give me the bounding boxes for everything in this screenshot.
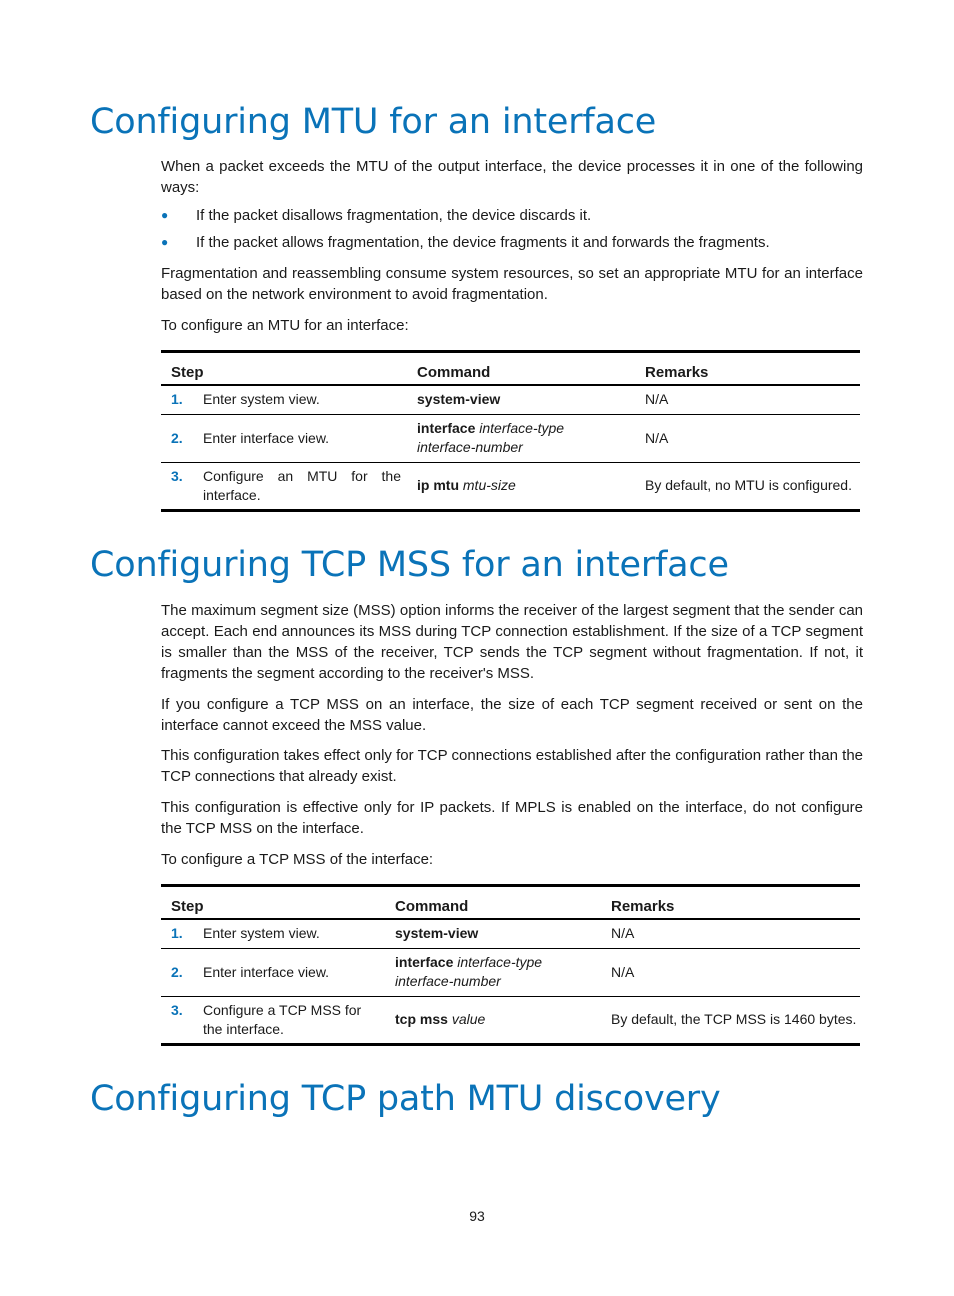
- column-header-remarks: Remarks: [635, 352, 860, 386]
- paragraph: The maximum segment size (MSS) option informs the receiver of the largest segment that the sender can accept. Each end announces its MSS during TCP connection establishment. If the size of a TCP segment is smaller than the MSS of the receiver, TCP sends the TCP segment without fragmentation. If not, it fragments the segment according to the receiver's MSS.: [161, 602, 863, 682]
- command-cell: interface interface-type interface-number: [407, 414, 635, 462]
- table-row: [161, 948, 860, 996]
- command-cell: system-view: [407, 385, 635, 414]
- remarks-cell: N/A: [635, 414, 860, 462]
- column-header-remarks: Remarks: [601, 886, 860, 920]
- paragraph: If you configure a TCP MSS on an interface, the size of each TCP segment received or sent on the interface cannot exceed the MSS value.: [161, 696, 863, 734]
- column-header-command: Command: [407, 352, 635, 386]
- column-header-command: Command: [385, 886, 601, 920]
- column-header-step: Step: [161, 886, 385, 920]
- step-number: 2.: [171, 963, 183, 980]
- paragraph: This configuration is effective only for IP packets. If MPLS is enabled on the interface, do not configure the TCP MSS on the interface.: [161, 799, 863, 837]
- table-row: [161, 462, 860, 510]
- page-number: 93: [469, 1208, 485, 1224]
- remarks-cell: N/A: [601, 948, 860, 996]
- table-row: [161, 385, 860, 414]
- paragraph: Fragmentation and reassembling consume system resources, so set an appropriate MTU for an interface based on the network environment to avoid fragmentation.: [161, 265, 863, 303]
- command-cell: ip mtu mtu-size: [407, 462, 635, 510]
- step-number: 1.: [171, 925, 183, 941]
- step-number: 3.: [171, 1001, 183, 1018]
- table-row: [161, 919, 860, 948]
- step-text: Enter interface view.: [203, 429, 330, 446]
- section-title-mtu: Configuring MTU for an interface: [90, 102, 657, 142]
- paragraph: To configure an MTU for an interface:: [161, 317, 409, 334]
- paragraph: This configuration takes effect only for TCP connections established after the configuration rather than the TCP connections that already exist.: [161, 747, 863, 785]
- mtu-config-table: [161, 350, 860, 512]
- step-number: 3.: [171, 467, 183, 484]
- step-text: Configure an MTU for the interface.: [203, 467, 401, 503]
- command-cell: system-view: [385, 919, 601, 948]
- remarks-cell: N/A: [601, 919, 860, 948]
- remarks-cell: By default, the TCP MSS is 1460 bytes.: [601, 996, 860, 1044]
- step-number: 2.: [171, 429, 183, 446]
- command-cell: tcp mss value: [385, 996, 601, 1044]
- table-row: [161, 414, 860, 462]
- step-text: Configure a TCP MSS for the interface.: [203, 1001, 362, 1037]
- table-row: [161, 996, 860, 1044]
- remarks-cell: N/A: [635, 385, 860, 414]
- tcp-mss-config-table: [161, 884, 860, 1046]
- step-text: Enter system view.: [203, 391, 320, 407]
- step-number: 1.: [171, 391, 183, 407]
- step-text: Enter system view.: [203, 925, 320, 941]
- bullet-icon: ●: [161, 235, 169, 249]
- step-text: Enter interface view.: [203, 963, 330, 980]
- section-title-tcp-mss: Configuring TCP MSS for an interface: [90, 545, 729, 585]
- bullet-icon: ●: [161, 208, 169, 222]
- remarks-cell: By default, no MTU is configured.: [635, 462, 860, 510]
- paragraph: When a packet exceeds the MTU of the output interface, the device processes it in one of the following ways:: [161, 158, 863, 196]
- command-cell: interface interface-type interface-number: [385, 948, 601, 996]
- section-title-tcp-path-mtu: Configuring TCP path MTU discovery: [90, 1079, 721, 1119]
- paragraph: To configure a TCP MSS of the interface:: [161, 851, 434, 868]
- column-header-step: Step: [161, 352, 407, 386]
